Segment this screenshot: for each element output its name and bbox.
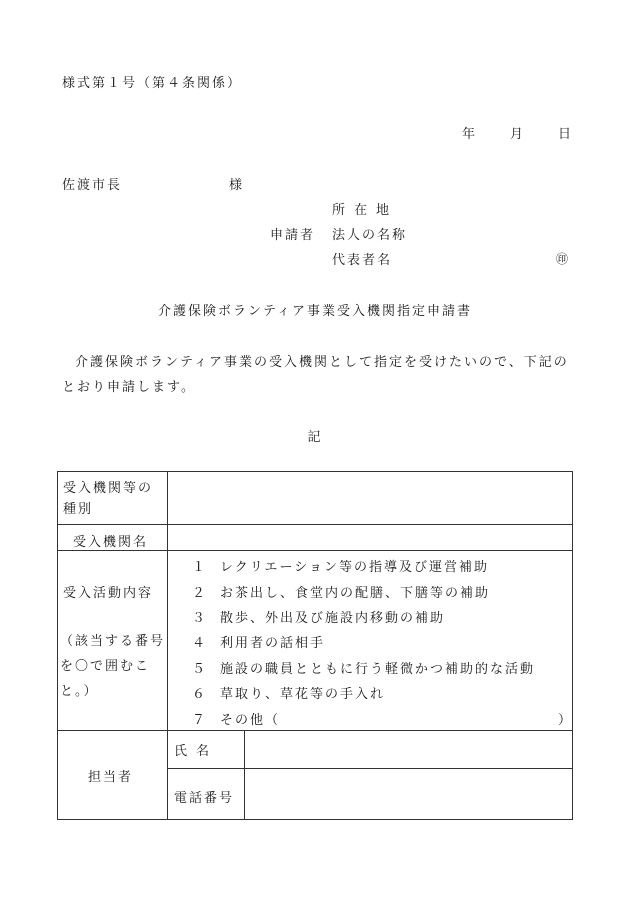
addressee-name: 佐渡市長 — [62, 178, 123, 193]
row-divider — [168, 768, 572, 769]
institution-name-label: 受入機関名 — [73, 535, 149, 550]
other-close-paren: ） — [558, 713, 574, 728]
activity-note: （該当する番号を〇で囲むこと。） — [60, 634, 166, 699]
row-divider — [58, 550, 572, 551]
corp-name-label: 法人の名称 — [332, 228, 408, 243]
applicant-label: 申請者 — [270, 228, 316, 243]
activity-content-label: 受入活動内容 — [63, 586, 154, 601]
representative-label: 代表者名 — [332, 253, 393, 268]
contact-phone-label: 電話番号 — [174, 791, 235, 806]
activity-item: ２ お茶出し、食堂内の配膳、下膳等の補助 — [192, 586, 491, 601]
date-month: 月 — [510, 127, 526, 142]
addressee-honorific: 様 — [229, 178, 245, 193]
column-divider — [167, 472, 168, 819]
activity-item: ６ 草取り、草花等の手入れ — [192, 687, 386, 702]
date-year: 年 — [462, 127, 478, 142]
body-paragraph: 介護保険ボランティア事業の受入機関として指定を受けたいので、下記のとおり申請します。 — [62, 355, 569, 395]
activity-item: ５ 施設の職員とともに行う軽微かつ補助的な活動 — [192, 662, 536, 677]
date-day: 日 — [558, 127, 574, 142]
activity-item: １ レクリエーション等の指導及び運営補助 — [192, 560, 489, 575]
address-label: 所在地 — [332, 203, 399, 218]
row-divider — [58, 730, 572, 731]
contact-name-label: 氏名 — [174, 744, 219, 759]
contact-person-label: 担当者 — [88, 770, 134, 785]
activity-item: ７ その他（ — [192, 713, 281, 728]
form-number: 様式第１号（第４条関係） — [62, 76, 243, 91]
seal-mark: ㊞ — [556, 252, 569, 266]
row-divider — [58, 524, 572, 525]
document-title: 介護保険ボランティア事業受入機関指定申請書 — [158, 304, 472, 319]
activity-item: ４ 利用者の話相手 — [192, 636, 326, 651]
application-table — [57, 471, 573, 820]
ki-heading: 記 — [307, 430, 323, 445]
activity-item: ３ 散歩、外出及び施設内移動の補助 — [192, 611, 446, 626]
date-line — [462, 123, 573, 142]
column-divider — [244, 731, 245, 819]
type-label: 受入機関等の種別 — [63, 481, 154, 517]
